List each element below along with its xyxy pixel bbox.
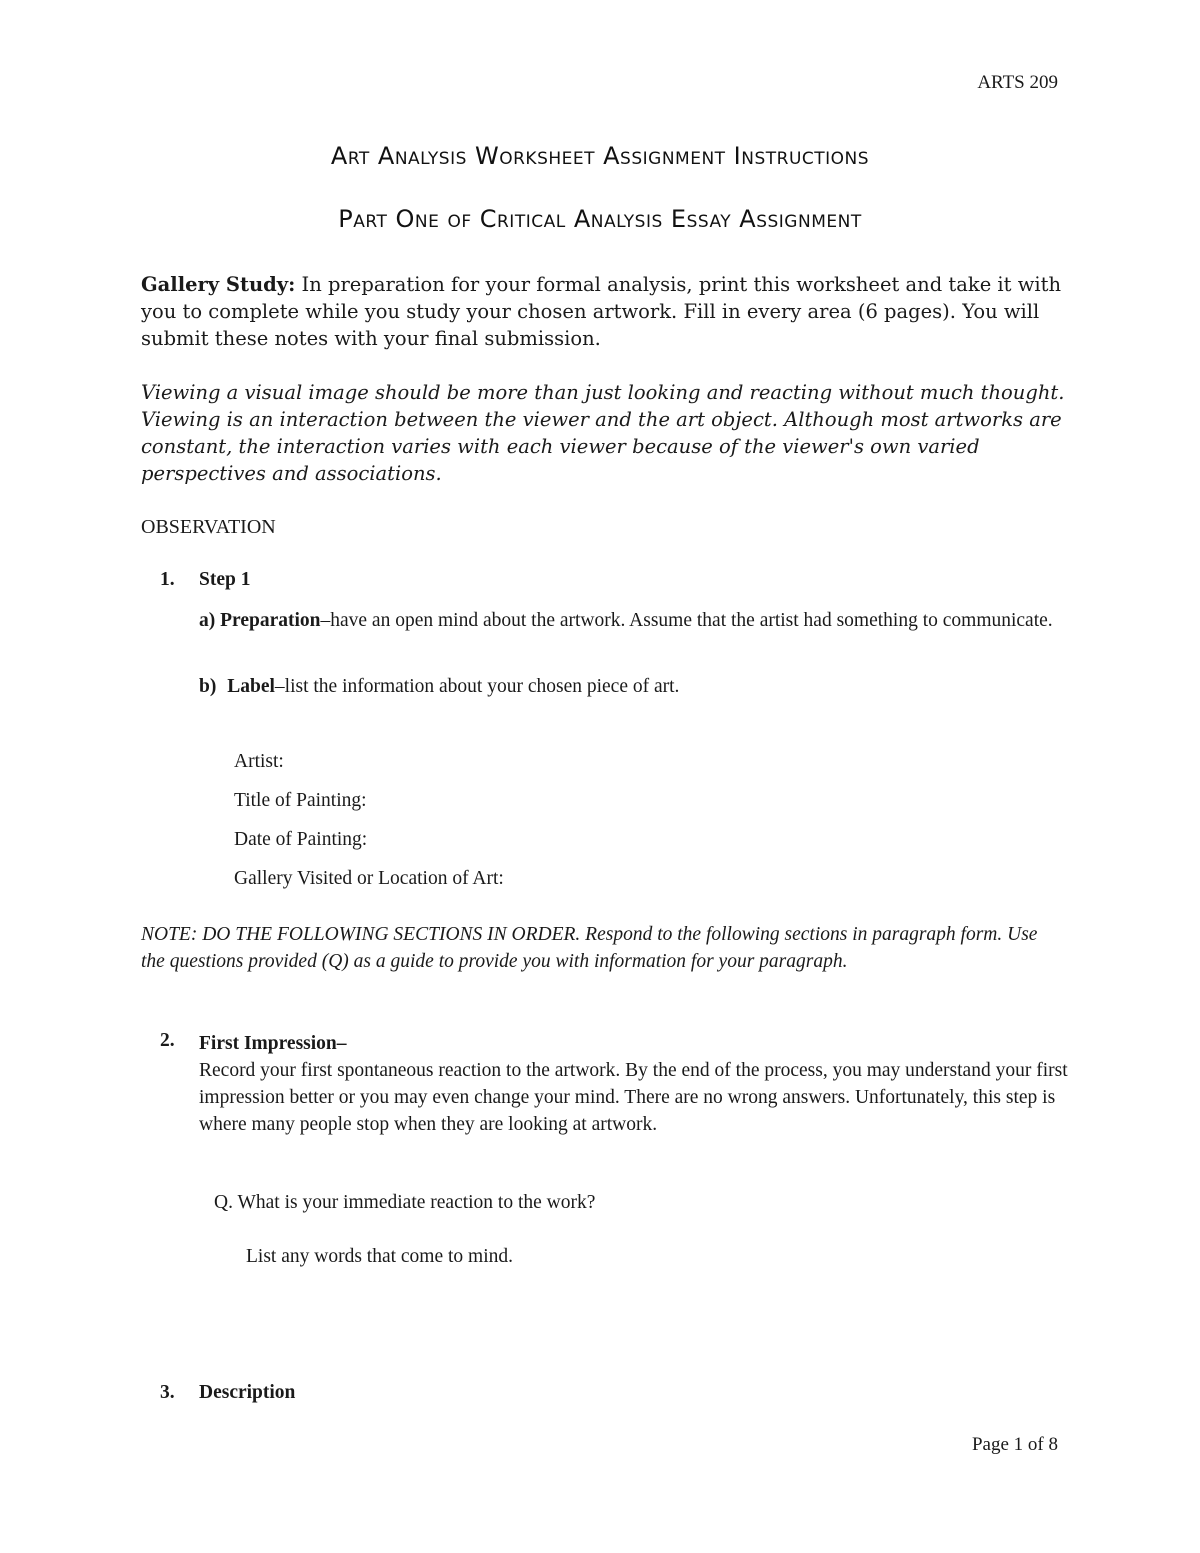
step2-title: First Impression–	[199, 1033, 347, 1054]
step1-number: 1.	[160, 569, 175, 590]
step3-number: 3.	[160, 1382, 175, 1403]
order-note: NOTE: DO THE FOLLOWING SECTIONS IN ORDER. Respond to the following sections in paragraph form. Use the questions provided (Q) as a guide to provide you with information for your paragraph.	[141, 924, 1038, 972]
field-date: Date of Painting:	[234, 829, 368, 850]
field-title: Title of Painting:	[234, 790, 367, 811]
step2-block	[199, 1030, 1069, 1138]
course-header: ARTS 209	[977, 72, 1058, 93]
preparation-text: –have an open mind about the artwork. Assume that the artist had something to communicate.	[320, 610, 1053, 631]
observation-heading: OBSERVATION	[141, 516, 276, 538]
gallery-study-paragraph	[141, 271, 1066, 352]
field-location: Gallery Visited or Location of Art:	[234, 868, 504, 889]
step1-label-item	[199, 673, 1069, 700]
step1-title: Step 1	[199, 569, 251, 590]
preparation-label: a) Preparation	[199, 610, 321, 631]
gallery-study-label: Gallery Study:	[141, 273, 296, 296]
viewing-paragraph: Viewing a visual image should be more than just looking and reacting without much thought. Viewing is an interaction between the viewer and the art object. Although most artworks are constant, the interaction varies with each viewer because of the viewer's own varied perspectives and associations.	[141, 381, 1065, 485]
step2-text: Record your first spontaneous reaction to the artwork. By the end of the process, you may understand your first impression better or you may even change your mind. There are no wrong answers. Unfortunately, this step is where many people stop when they are looking at artwork.	[199, 1060, 1068, 1135]
step2-number: 2.	[160, 1030, 175, 1051]
page-number: Page 1 of 8	[971, 1434, 1058, 1455]
field-artist: Artist:	[234, 751, 284, 772]
step2-prompt: List any words that come to mind.	[246, 1246, 514, 1267]
document-title: Art Analysis Worksheet Assignment Instructions	[330, 142, 870, 170]
document-subtitle: Part One of Critical Analysis Essay Assignment	[338, 205, 862, 233]
label-marker: b)	[199, 676, 217, 697]
label-label: Label	[227, 676, 275, 697]
step3-title: Description	[199, 1382, 296, 1403]
step2-question: Q. What is your immediate reaction to the work?	[214, 1192, 596, 1213]
gallery-study-text: In preparation for your formal analysis, print this worksheet and take it with you to complete while you study your chosen artwork. Fill in every area (6 pages). You will submit these notes with your final submission.	[141, 273, 1062, 350]
step1-preparation	[199, 607, 1069, 634]
label-text: –list the information about your chosen piece of art.	[274, 676, 680, 697]
